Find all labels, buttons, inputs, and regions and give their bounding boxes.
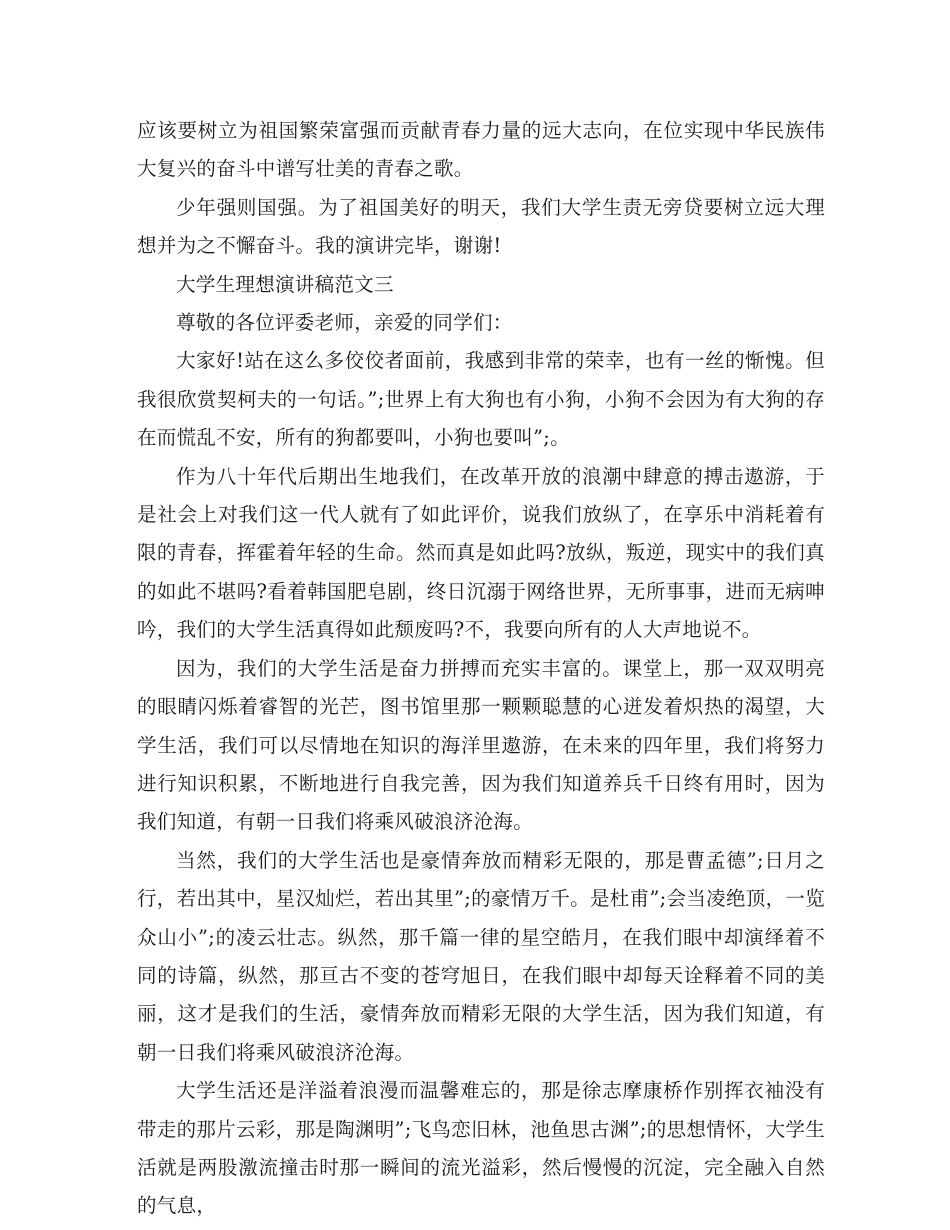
paragraph: 因为，我们的大学生活是奋力拼搏而充实丰富的。课堂上，那一双双明亮的眼睛闪烁着睿智的光芒，图书馆里那一颗颗聪慧的心迸发着炽热的渴望，大学生活，我们可以尽情地在知识的海洋里遨游，在未来的四年里，我们将努力进行知识积累，不断地进行自我完善，因为我们知道养兵千日终有用时，因为我们知道，有朝一日我们将乘风破浪济沧海。 bbox=[137, 656, 825, 834]
paragraph: 作为八十年代后期出生地我们，在改革开放的浪潮中肆意的搏击遨游，于是社会上对我们这一代人就有了如此评价，说我们放纵了，在享乐中消耗着有限的青春，挥霍着年轻的生命。然而真是如此吗?放纵，叛逆，现实中的我们真的如此不堪吗?看着韩国肥皂剧，终日沉溺于网络世界，无所事事，进而无病呻吟，我们的大学生活真得如此颓废吗?不，我要向所有的人大声地说不。 bbox=[137, 464, 825, 642]
paragraph: 大家好!站在这么多佼佼者面前，我感到非常的荣幸，也有一丝的惭愧。但我很欣赏契柯夫的一句话。”;世界上有大狗也有小狗，小狗不会因为有大狗的存在而慌乱不安，所有的狗都要叫，小狗也要叫”;。 bbox=[137, 349, 825, 450]
paragraph: 少年强则国强。为了祖国美好的明天，我们大学生责无旁贷要树立远大理想并为之不懈奋斗。我的演讲完毕，谢谢! bbox=[137, 195, 825, 258]
salutation: 尊敬的各位评委老师，亲爱的同学们： bbox=[176, 311, 513, 335]
document-body bbox=[137, 112, 825, 1226]
paragraph: 应该要树立为祖国繁荣富强而贡献青春力量的远大志向，在位实现中华民族伟大复兴的奋斗中谱写壮美的青春之歌。 bbox=[137, 119, 825, 181]
paragraph: 大学生活还是洋溢着浪漫而温馨难忘的，那是徐志摩康桥作别挥衣袖没有带走的那片云彩，那是陶渊明”;飞鸟恋旧林，池鱼思古渊”;的思想情怀，大学生活就是两股激流撞击时那一瞬间的流光溢彩，然后慢慢的沉淀，完全融入自然的气息， bbox=[137, 1079, 825, 1218]
section-heading: 大学生理想演讲稿范文三 bbox=[176, 272, 394, 296]
paragraph: 当然，我们的大学生活也是豪情奔放而精彩无限的，那是曹孟德”;日月之行，若出其中，星汉灿烂，若出其里”;的豪情万千。是杜甫”;会当凌绝顶，一览众山小”;的凌云壮志。纵然，那千篇一律的星空皓月，在我们眼中却演绎着不同的诗篇，纵然，那亘古不变的苍穹旭日，在我们眼中却每天诠释着不同的美丽，这才是我们的生活，豪情奔放而精彩无限的大学生活，因为我们知道，有朝一日我们将乘风破浪济沧海。 bbox=[137, 848, 825, 1064]
